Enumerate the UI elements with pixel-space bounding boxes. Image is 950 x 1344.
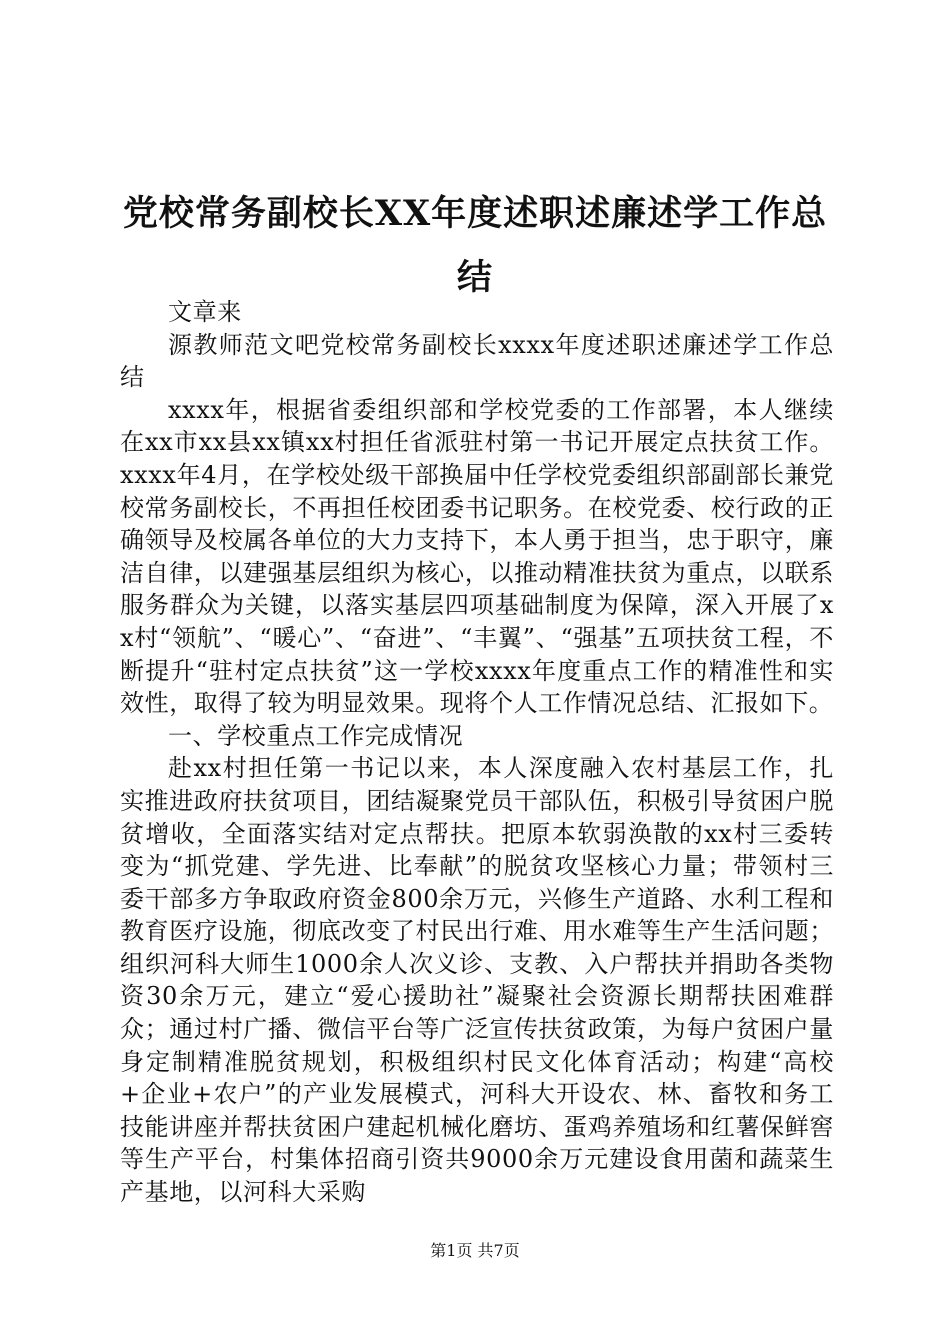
document-title: 党校常务副校长XX年度述职述廉述学工作总结 — [122, 193, 828, 298]
paragraph-source-prefix: 文章来 — [168, 298, 242, 326]
paragraph-intro: xxxx年，根据省委组织部和学校党委的工作部署，本人继续在xx市xx县xx镇xx村担任省派驻村第一书记开展定点扶贫工作。xxxx年4月，在学校处级干部换届中任学校党委组织部副部长兼党校常务副校长，不再担任校团委书记职务。在校党委、校行政的正确领导及校属各单位的大力支持下，本人勇于担当，忠于职守，廉洁自律，以建强基层组织为核心，以推动精准扶贫为重点，以联系服务群众为关键，以落实基层四项基础制度为保障，深入开展了xx村“领航”、“暖心”、“奋进”、“丰翼”、“强基”五项扶贫工程，不断提升“驻村定点扶贫”这一学校xxxx年度重点工作的精准性和实效性，取得了较为明显效果。现将个人工作情况总结、汇报如下。 — [120, 395, 834, 718]
paragraph-work-summary: 赴xx村担任第一书记以来，本人深度融入农村基层工作，扎实推进政府扶贫项目，团结凝聚党员干部队伍，积极引导贫困户脱贫增收，全面落实结对定点帮扶。把原本软弱涣散的xx村三委转变为“抓党建、学先进、比奉献”的脱贫攻坚核心力量；带领村三委干部多方争取政府资金800余万元，兴修生产道路、水利工程和教育医疗设施，彻底改变了村民出行难、用水难等生产生活问题；组织河科大师生1000余人次义诊、支教、入户帮扶并捐助各类物资30余万元，建立“爱心援助社”凝聚社会资源长期帮扶困难群众；通过村广播、微信平台等广泛宣传扶贫政策，为每户贫困户量身定制精准脱贫规划，积极组织村民文化体育活动；构建“高校+企业+农户”的产业发展模式，河科大开设农、林、畜牧和务工技能讲座并帮扶贫困户建起机械化磨坊、蛋鸡养殖场和红薯保鲜窖等生产平台，村集体招商引资共9000余万元建设食用菌和蔬菜生产基地，以河科大采购 — [120, 754, 834, 1207]
document-body — [120, 296, 834, 1209]
page-footer: 第1页 共7页 — [430, 1241, 520, 1260]
paragraph-source-title: 源教师范文吧党校常务副校长xxxx年度述职述廉述学工作总结 — [120, 330, 834, 392]
section-heading: 一、学校重点工作完成情况 — [168, 721, 464, 750]
